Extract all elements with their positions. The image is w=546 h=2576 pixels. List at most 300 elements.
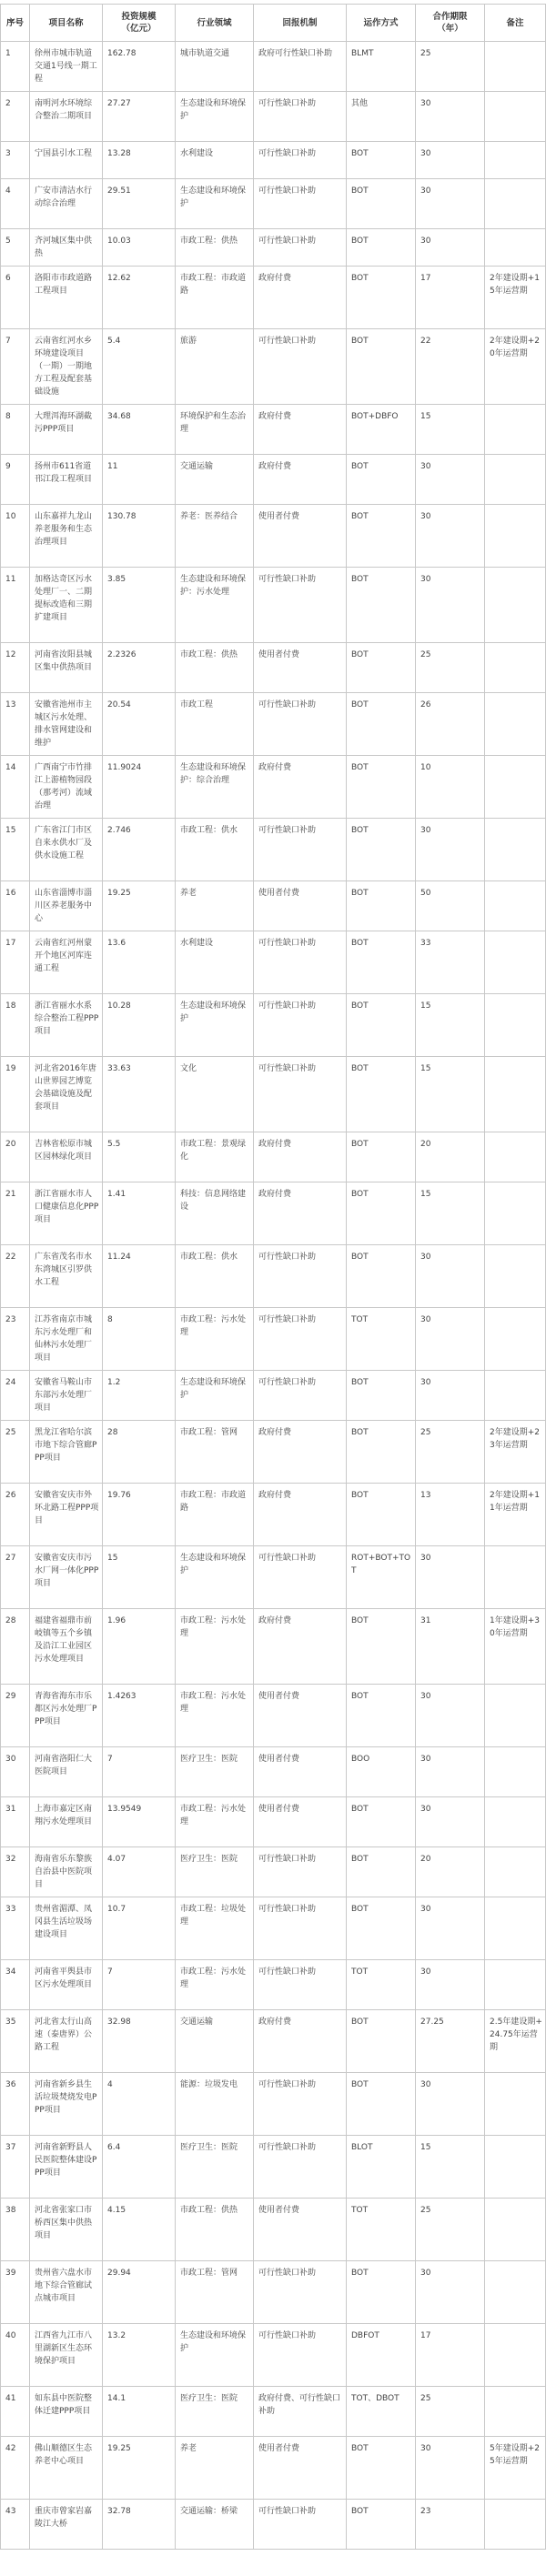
cell-industry-text: 交通运输: [180, 2018, 214, 2027]
cell-term: [416, 1371, 485, 1421]
cell-return-mechanism: [254, 568, 347, 643]
cell-investment: [103, 1245, 176, 1308]
cell-remark: [485, 405, 546, 455]
cell-serial-number: [1, 1182, 30, 1245]
cell-investment: [103, 92, 176, 142]
table-row: [1, 1182, 546, 1245]
cell-project-name-text: 广东省茂名市水东湾城区引罗供水工程: [35, 1253, 93, 1287]
table-row: [1, 881, 546, 931]
cell-investment-text: 5.5: [107, 1140, 121, 1149]
cell-serial-number: [1, 267, 30, 329]
cell-remark: [485, 1847, 546, 1897]
cell-operation-mode-text: 其他: [351, 99, 369, 108]
cell-project-name-text: 广安市清洁水行动综合治理: [35, 186, 93, 208]
cell-return-mechanism-text: 政府付费: [258, 1140, 292, 1149]
cell-industry-text: 市政工程：供水: [180, 826, 238, 835]
cell-term-text: 30: [420, 826, 431, 835]
table-row: [1, 405, 546, 455]
cell-operation-mode-text: BOT: [351, 1692, 369, 1701]
cell-project-name: [30, 455, 103, 505]
cell-remark: [485, 1747, 546, 1797]
cell-industry: [176, 1484, 254, 1546]
cell-term: [416, 1609, 485, 1685]
table-row: [1, 329, 546, 405]
cell-investment: [103, 405, 176, 455]
cell-serial-number-text: 39: [5, 2269, 16, 2278]
cell-operation-mode: [347, 1308, 416, 1371]
cell-operation-mode-text: BOT: [351, 1805, 369, 1814]
cell-industry: [176, 2073, 254, 2136]
cell-term-text: 30: [420, 575, 431, 584]
cell-project-name: [30, 1897, 103, 1960]
cell-operation-mode-text: BOT: [351, 650, 369, 659]
cell-term: [416, 1057, 485, 1132]
cell-serial-number: [1, 1546, 30, 1609]
cell-return-mechanism-text: 政府付费: [258, 1491, 292, 1500]
cell-operation-mode-text: BOT: [351, 2080, 369, 2089]
cell-project-name: [30, 2010, 103, 2073]
cell-operation-mode: [347, 2010, 416, 2073]
cell-operation-mode-text: BOT: [351, 2507, 369, 2516]
cell-project-name-text: 大理洱海环湖截污PPP项目: [35, 412, 93, 434]
cell-operation-mode: [347, 1132, 416, 1182]
cell-project-name: [30, 329, 103, 405]
cell-operation-mode: [347, 1960, 416, 2010]
cell-return-mechanism: [254, 142, 347, 179]
cell-term-text: 30: [420, 149, 431, 158]
cell-operation-mode: [347, 1685, 416, 1747]
cell-remark: [485, 931, 546, 994]
cell-return-mechanism-text: 可行性缺口补助: [258, 1554, 317, 1563]
cell-term-text: 17: [420, 274, 431, 283]
cell-operation-mode: [347, 643, 416, 693]
cell-term-text: 30: [420, 236, 431, 246]
cell-project-name-text: 浙江省丽水市人口健康信息化PPP项目: [35, 1190, 99, 1224]
cell-remark: [485, 455, 546, 505]
cell-industry: [176, 1747, 254, 1797]
cell-remark-text: 2年建设期+11年运营期: [490, 1491, 540, 1513]
cell-remark: [485, 2437, 546, 2500]
header-investment: [103, 5, 176, 42]
cell-project-name-text: 河北省太行山高速（泰唐界）公路工程: [35, 2018, 93, 2052]
cell-serial-number: [1, 179, 30, 229]
cell-term: [416, 405, 485, 455]
cell-project-name-text: 贵州省湄潭、凤冈县生活垃圾场建设项目: [35, 1905, 93, 1939]
cell-return-mechanism-text: 可行性缺口补助: [258, 337, 317, 346]
cell-operation-mode: [347, 2261, 416, 2324]
cell-project-name: [30, 229, 103, 267]
cell-project-name: [30, 2324, 103, 2387]
cell-project-name-text: 宁国县引水工程: [35, 149, 93, 158]
header-return-mechanism-label: 回报机制: [282, 17, 318, 28]
cell-operation-mode: [347, 1797, 416, 1847]
cell-serial-number-text: 7: [5, 337, 11, 346]
cell-term-text: 25: [420, 1428, 431, 1437]
cell-return-mechanism: [254, 2261, 347, 2324]
cell-term: [416, 2261, 485, 2324]
cell-return-mechanism-text: 可行性缺口补助: [258, 2269, 317, 2278]
cell-term-text: 30: [420, 1378, 431, 1387]
cell-remark-text: 2年建设期+23年运营期: [490, 1428, 540, 1450]
table-row: [1, 505, 546, 568]
cell-industry-text: 能源：垃圾发电: [180, 2080, 238, 2089]
cell-operation-mode-text: BOT: [351, 1428, 369, 1437]
cell-serial-number-text: 18: [5, 1001, 16, 1011]
cell-serial-number: [1, 1371, 30, 1421]
cell-return-mechanism-text: 可行性缺口补助: [258, 939, 317, 948]
cell-term: [416, 1897, 485, 1960]
cell-serial-number: [1, 229, 30, 267]
cell-return-mechanism: [254, 2324, 347, 2387]
cell-operation-mode-text: BOT: [351, 1855, 369, 1864]
cell-term: [416, 455, 485, 505]
table-row: [1, 1546, 546, 1609]
cell-return-mechanism-text: 可行性缺口补助: [258, 1315, 317, 1324]
cell-return-mechanism: [254, 92, 347, 142]
cell-return-mechanism: [254, 1484, 347, 1546]
cell-term: [416, 2010, 485, 2073]
cell-serial-number: [1, 1797, 30, 1847]
cell-term-text: 25: [420, 2394, 431, 2403]
cell-investment: [103, 2437, 176, 2500]
cell-investment: [103, 693, 176, 756]
cell-project-name-text: 重庆市曾家岩嘉陵江大桥: [35, 2507, 93, 2529]
cell-term: [416, 756, 485, 819]
cell-term: [416, 1960, 485, 2010]
cell-project-name-text: 徐州市城市轨道交通1号线一期工程: [35, 49, 97, 84]
cell-investment: [103, 1057, 176, 1132]
cell-project-name-text: 河南省汝阳县城区集中供热项目: [35, 650, 93, 672]
cell-investment: [103, 1421, 176, 1484]
cell-operation-mode: [347, 179, 416, 229]
cell-term: [416, 179, 485, 229]
table-row: [1, 179, 546, 229]
table-row: [1, 994, 546, 1057]
cell-operation-mode-text: BOT: [351, 1190, 369, 1199]
cell-project-name: [30, 994, 103, 1057]
cell-operation-mode: [347, 2136, 416, 2199]
cell-project-name-text: 山东省淄博市淄川区养老服务中心: [35, 889, 93, 923]
cell-industry: [176, 2500, 254, 2550]
cell-operation-mode: [347, 329, 416, 405]
cell-operation-mode: [347, 1484, 416, 1546]
cell-term: [416, 1484, 485, 1546]
cell-return-mechanism-text: 可行性缺口补助: [258, 1905, 317, 1914]
cell-industry-text: 市政工程：污水处理: [180, 1616, 247, 1638]
cell-return-mechanism-text: 政府付费: [258, 462, 292, 471]
cell-return-mechanism: [254, 1546, 347, 1609]
cell-investment: [103, 1609, 176, 1685]
cell-project-name-text: 云南省红河水乡环境建设项目（一期）一期地方工程及配套基础设施: [35, 337, 93, 397]
cell-operation-mode: [347, 693, 416, 756]
cell-term: [416, 142, 485, 179]
cell-project-name: [30, 1057, 103, 1132]
cell-remark: [485, 643, 546, 693]
cell-project-name: [30, 42, 103, 92]
cell-serial-number-text: 15: [5, 826, 16, 835]
cell-investment: [103, 994, 176, 1057]
cell-return-mechanism: [254, 329, 347, 405]
cell-project-name-text: 上海市嘉定区南翔污水处理项目: [35, 1805, 93, 1826]
cell-serial-number-text: 12: [5, 650, 16, 659]
cell-term: [416, 92, 485, 142]
cell-operation-mode: [347, 1609, 416, 1685]
cell-term: [416, 1747, 485, 1797]
cell-return-mechanism: [254, 1609, 347, 1685]
cell-project-name: [30, 1609, 103, 1685]
cell-investment-text: 7: [107, 1967, 113, 1977]
cell-industry-text: 城市轨道交通: [180, 49, 230, 58]
cell-industry: [176, 1960, 254, 2010]
cell-serial-number-text: 9: [5, 462, 11, 471]
cell-term-text: 15: [420, 1001, 431, 1011]
cell-operation-mode: [347, 2073, 416, 2136]
cell-investment-text: 2.746: [107, 826, 131, 835]
cell-investment-text: 27.27: [107, 99, 131, 108]
cell-serial-number: [1, 1057, 30, 1132]
table-row: [1, 1484, 546, 1546]
cell-return-mechanism: [254, 1897, 347, 1960]
cell-investment: [103, 2500, 176, 2550]
cell-investment-text: 162.78: [107, 49, 136, 58]
cell-serial-number-text: 31: [5, 1805, 16, 1814]
cell-term: [416, 2437, 485, 2500]
header-industry-label: 行业领域: [197, 17, 232, 28]
cell-operation-mode: [347, 267, 416, 329]
cell-operation-mode-text: BOT: [351, 1905, 369, 1914]
cell-investment-text: 1.4263: [107, 1692, 136, 1701]
cell-operation-mode-text: TOT: [351, 2206, 369, 2215]
header-investment-label: 投资规模: [121, 12, 157, 22]
cell-operation-mode: [347, 1371, 416, 1421]
cell-industry-text: 环境保护和生态治理: [180, 412, 247, 434]
cell-project-name: [30, 1371, 103, 1421]
cell-term-text: 30: [420, 99, 431, 108]
cell-return-mechanism-text: 可行性缺口补助: [258, 2143, 317, 2152]
cell-serial-number-text: 37: [5, 2143, 16, 2152]
cell-industry-text: 生态建设和环境保护: [180, 1378, 247, 1400]
cell-operation-mode: [347, 2324, 416, 2387]
cell-operation-mode-text: BOT+DBFO: [351, 412, 399, 421]
cell-return-mechanism-text: 可行性缺口补助: [258, 99, 317, 108]
cell-industry: [176, 643, 254, 693]
cell-term: [416, 1182, 485, 1245]
cell-return-mechanism: [254, 179, 347, 229]
cell-industry: [176, 267, 254, 329]
table-row: [1, 1897, 546, 1960]
cell-serial-number-text: 17: [5, 939, 16, 948]
cell-investment-text: 13.6: [107, 939, 126, 948]
cell-investment: [103, 2010, 176, 2073]
cell-term: [416, 229, 485, 267]
cell-term-text: 30: [420, 1692, 431, 1701]
cell-project-name: [30, 2437, 103, 2500]
cell-term: [416, 819, 485, 881]
cell-project-name: [30, 643, 103, 693]
ppp-project-table: [0, 4, 546, 2550]
cell-term: [416, 881, 485, 931]
cell-return-mechanism-text: 使用者付费: [258, 2206, 300, 2215]
cell-serial-number-text: 24: [5, 1378, 16, 1387]
cell-investment-text: 20.54: [107, 700, 131, 709]
cell-term: [416, 329, 485, 405]
cell-term: [416, 1797, 485, 1847]
cell-remark: [485, 1797, 546, 1847]
cell-operation-mode-text: BOT: [351, 337, 369, 346]
cell-project-name: [30, 1747, 103, 1797]
cell-term-text: 25: [420, 49, 431, 58]
cell-return-mechanism: [254, 2500, 347, 2550]
cell-operation-mode: [347, 1897, 416, 1960]
header-serial-number: [1, 5, 30, 42]
cell-industry: [176, 1897, 254, 1960]
cell-investment: [103, 1897, 176, 1960]
cell-industry-text: 养老：医养结合: [180, 512, 238, 521]
cell-investment: [103, 1132, 176, 1182]
cell-remark: [485, 1057, 546, 1132]
cell-serial-number: [1, 2500, 30, 2550]
cell-investment-text: 33.63: [107, 1064, 131, 1073]
cell-industry: [176, 2199, 254, 2261]
cell-term-text: 25: [420, 650, 431, 659]
cell-serial-number: [1, 455, 30, 505]
cell-investment: [103, 2261, 176, 2324]
cell-operation-mode: [347, 881, 416, 931]
table-row: [1, 1847, 546, 1897]
cell-investment: [103, 42, 176, 92]
cell-term-text: 25: [420, 2206, 431, 2215]
header-serial-number-label: 序号: [5, 17, 24, 28]
cell-investment-text: 8: [107, 1315, 113, 1324]
cell-investment: [103, 1484, 176, 1546]
cell-investment-text: 13.2: [107, 2331, 126, 2340]
table-row: [1, 1797, 546, 1847]
cell-return-mechanism-text: 可行性缺口补助: [258, 2507, 317, 2516]
cell-investment: [103, 142, 176, 179]
cell-investment-text: 2.2326: [107, 650, 136, 659]
cell-serial-number-text: 2: [5, 99, 11, 108]
cell-serial-number-text: 3: [5, 149, 11, 158]
cell-industry-text: 养老: [180, 889, 197, 898]
cell-project-name: [30, 2199, 103, 2261]
cell-industry: [176, 2437, 254, 2500]
cell-operation-mode-text: TOT: [351, 1967, 369, 1977]
cell-return-mechanism: [254, 1797, 347, 1847]
cell-serial-number-text: 5: [5, 236, 11, 246]
cell-industry: [176, 2136, 254, 2199]
cell-industry: [176, 1685, 254, 1747]
cell-serial-number: [1, 505, 30, 568]
cell-operation-mode-text: BOT: [351, 1491, 369, 1500]
cell-return-mechanism-text: 可行性缺口补助: [258, 700, 317, 709]
cell-serial-number-text: 4: [5, 186, 11, 196]
cell-serial-number: [1, 2324, 30, 2387]
cell-project-name-text: 贵州省六盘水市地下综合管廊试点城市项目: [35, 2269, 93, 2303]
cell-investment: [103, 568, 176, 643]
cell-investment-text: 11.9024: [107, 763, 142, 772]
table-row: [1, 1421, 546, 1484]
cell-return-mechanism-text: 政府付费: [258, 2018, 292, 2027]
cell-return-mechanism: [254, 42, 347, 92]
table-row: [1, 455, 546, 505]
cell-serial-number-text: 23: [5, 1315, 16, 1324]
cell-serial-number-text: 19: [5, 1064, 16, 1073]
cell-term-text: 30: [420, 2080, 431, 2089]
cell-industry-text: 生态建设和环境保护：污水处理: [180, 575, 247, 597]
cell-serial-number-text: 33: [5, 1905, 16, 1914]
cell-remark: [485, 2500, 546, 2550]
cell-investment-text: 4.15: [107, 2206, 126, 2215]
cell-serial-number: [1, 2261, 30, 2324]
cell-project-name: [30, 819, 103, 881]
cell-remark: [485, 1182, 546, 1245]
cell-operation-mode-text: BOT: [351, 889, 369, 898]
cell-remark-text: 5年建设期+25年运营期: [490, 2444, 540, 2466]
cell-serial-number-text: 21: [5, 1190, 16, 1199]
cell-investment: [103, 1747, 176, 1797]
cell-industry: [176, 1308, 254, 1371]
cell-project-name-text: 河南省平舆县市区污水处理项目: [35, 1967, 93, 1989]
cell-project-name-text: 河南省新野县人民医院整体建设PPP项目: [35, 2143, 97, 2178]
table-row: [1, 1747, 546, 1797]
cell-investment: [103, 881, 176, 931]
cell-industry: [176, 2010, 254, 2073]
cell-remark: [485, 819, 546, 881]
cell-investment-text: 6.4: [107, 2143, 121, 2152]
cell-industry: [176, 229, 254, 267]
cell-remark: [485, 2387, 546, 2437]
cell-investment: [103, 179, 176, 229]
cell-remark: [485, 2261, 546, 2324]
cell-return-mechanism-text: 政府付费: [258, 1190, 292, 1199]
cell-investment: [103, 2073, 176, 2136]
cell-project-name: [30, 931, 103, 994]
cell-serial-number: [1, 92, 30, 142]
cell-investment: [103, 2387, 176, 2437]
cell-operation-mode-text: BOT: [351, 2269, 369, 2278]
cell-serial-number-text: 32: [5, 1855, 16, 1864]
cell-return-mechanism-text: 使用者付费: [258, 1692, 300, 1701]
cell-industry: [176, 1847, 254, 1897]
cell-serial-number: [1, 2199, 30, 2261]
cell-operation-mode-text: BOT: [351, 512, 369, 521]
cell-return-mechanism: [254, 2437, 347, 2500]
table-row: [1, 643, 546, 693]
table-row: [1, 1308, 546, 1371]
cell-project-name: [30, 2073, 103, 2136]
table-row: [1, 2324, 546, 2387]
cell-operation-mode-text: BOT: [351, 1378, 369, 1387]
cell-project-name: [30, 1847, 103, 1897]
cell-operation-mode-text: BOT: [351, 2018, 369, 2027]
cell-return-mechanism-text: 可行性缺口补助: [258, 1855, 317, 1864]
cell-investment: [103, 229, 176, 267]
cell-project-name-text: 青海省海东市乐都区污水处理厂PPP项目: [35, 1692, 97, 1726]
cell-project-name: [30, 1546, 103, 1609]
cell-return-mechanism-text: 政府付费: [258, 412, 292, 421]
cell-investment: [103, 643, 176, 693]
cell-serial-number: [1, 329, 30, 405]
cell-return-mechanism: [254, 1847, 347, 1897]
cell-investment-text: 19.25: [107, 889, 131, 898]
cell-operation-mode-text: BOT: [351, 1253, 369, 1262]
cell-return-mechanism: [254, 819, 347, 881]
cell-term-text: 30: [420, 1253, 431, 1262]
header-term: [416, 5, 485, 42]
table-row: [1, 1609, 546, 1685]
cell-operation-mode: [347, 931, 416, 994]
cell-investment-text: 28: [107, 1428, 118, 1437]
